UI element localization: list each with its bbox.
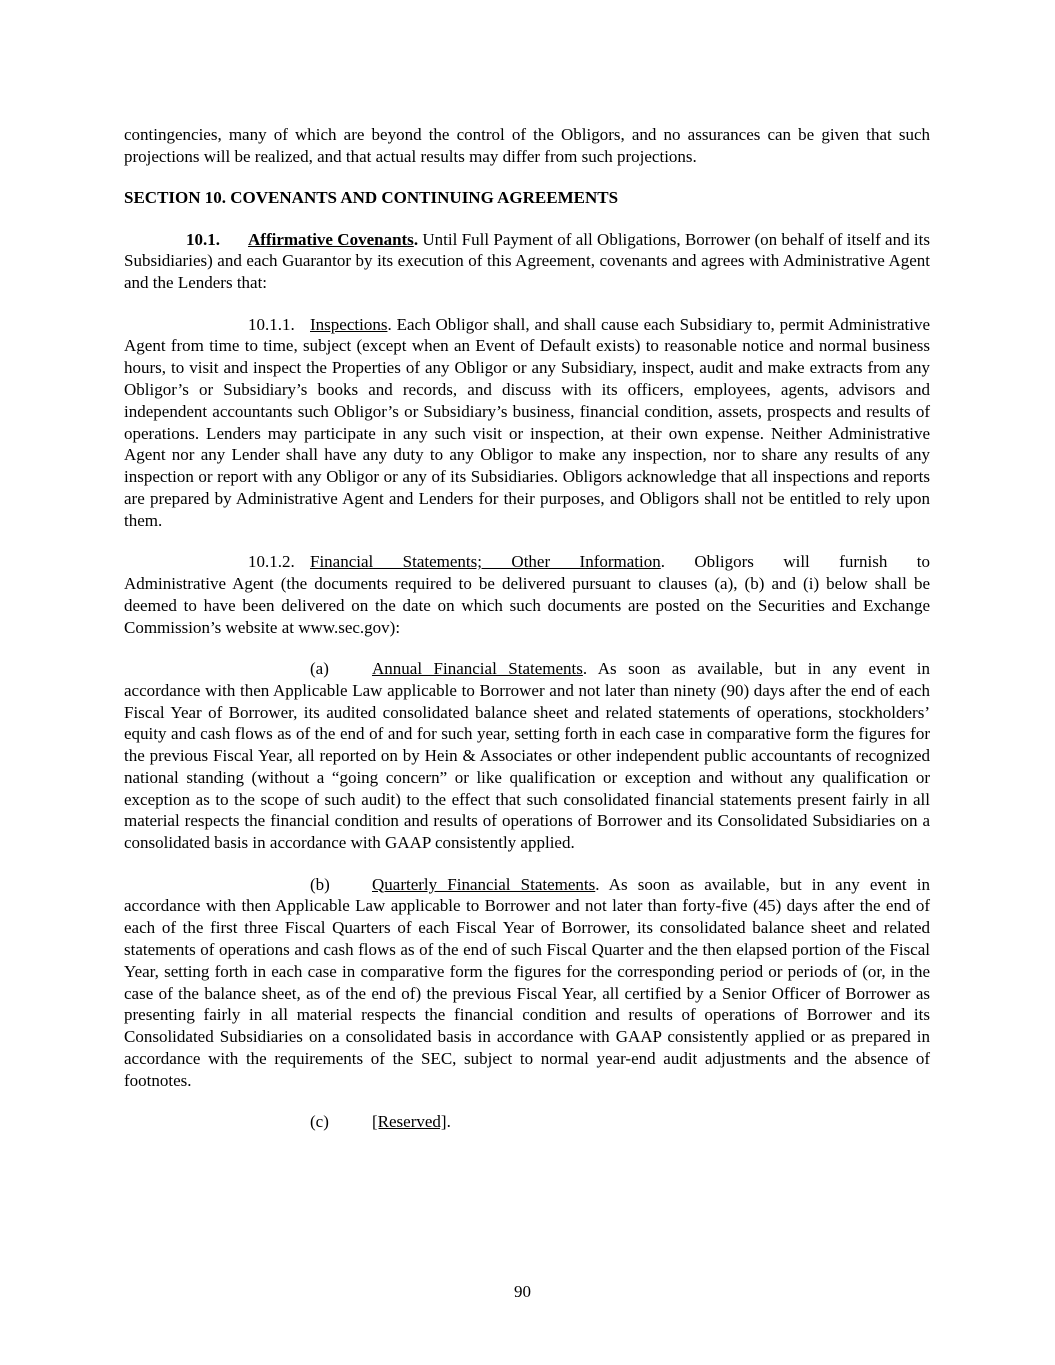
document-page [124, 124, 930, 1133]
clause-b-title: Quarterly Financial Statements [372, 874, 596, 894]
section-10-1-2-first-line-rest: . Obligors will furnish to [660, 552, 930, 572]
section-10-1-1-text: . Each Obligor shall, and shall cause each Subsidiary to, permit Administrative Agent from time to time, subject (except when an Event of Default exists) to reasonable notice and normal business hours, to visit and inspect the Properties of any Obligor or any Subsidiary, inspect, audit and make extracts from any Obligor’s or Subsidiary’s books and records, and discuss with its officers, employees, agents, advisors and independent accountants such Obligor’s or Subsidiary’s business, financial condition, assets, prospects and results of operations. Lenders may participate in any such visit or inspection, at their own expense. Neither Administrative Agent nor any Lender shall have any duty to any Obligor to make any inspection, nor to share any results of any inspection or report with any Obligor or any of its Subsidiaries. Obligors acknowledge that all inspections and reports are prepared by Administrative Agent and Lenders for their purposes, and Obligors shall not be entitled to rely upon them. [124, 314, 930, 530]
clause-c-text: . [446, 1112, 451, 1132]
section-10-1-text: Until Full Payment of all Obligations, Borrower (on behalf of itself and its Subsidiaries) and each Guarantor by its execution of this Agreement, covenants and agrees with Administrative Agent and the Lenders that: [124, 229, 930, 293]
section-10-1-2-title: Financial Statements; Other Information [310, 552, 661, 572]
clause-c-paragraph [124, 1111, 930, 1133]
clause-b-label: (b) [310, 874, 330, 894]
section-10-1-1-number: 10.1.1. [248, 314, 295, 334]
clause-a-title: Annual Financial Statements [372, 658, 583, 678]
section-10-1-number: 10.1. [186, 229, 220, 249]
section-10-1-1-paragraph [124, 314, 930, 532]
section-10-1-1-title: Inspections [310, 314, 388, 334]
section-heading: SECTION 10. COVENANTS AND CONTINUING AGREEMENTS [124, 188, 619, 208]
section-10-1-title-period: . [413, 229, 419, 249]
section-10-1-paragraph [124, 229, 930, 294]
clause-c-title: [Reserved] [372, 1112, 447, 1132]
clause-b-text: . As soon as available, but in any event in accordance with then Applicable Law applicable to Borrower and not later than forty-five (45) days after the end of each of the first three Fiscal Quarters of each Fiscal Year of Borrower, its consolidated balance sheet and related statements of operations and cash flows as of the end of such Fiscal Quarter and the then elapsed portion of the Fiscal Year, setting forth in each case in comparative form the figures for the corresponding period or periods of (or, in the case of the balance sheet, as of the end of) the previous Fiscal Year, all certified by a Senior Officer of Borrower as presenting fairly in all material respects the financial condition and results of operations of Borrower and its Consolidated Subsidiaries on a consolidated basis in accordance with GAAP consistently applied or as prepared in accordance with the requirements of the SEC, subject to normal year-end audit adjustments and the absence of footnotes. [124, 874, 930, 1090]
clause-c-label: (c) [310, 1112, 329, 1132]
clause-a-paragraph [124, 658, 930, 854]
clause-a-label: (a) [310, 658, 329, 678]
clause-a-text: . As soon as available, but in any event in accordance with then Applicable Law applicable to Borrower and not later than ninety (90) days after the end of each Fiscal Year of Borrower, its audited consolidated balance sheet and related statements of operations, stockholders’ equity and cash flows as of the end of and for such year, setting forth in each case in comparative form the figures for the previous Fiscal Year, all reported on by Hein & Associates or other independent public accountants of recognized national standing (without a “going concern” or like qualification or exception and without any qualification or exception as to the scope of such audit) to the effect that such consolidated financial statements present fairly in all material respects the financial condition and results of operations of Borrower and its Consolidated Subsidiaries on a consolidated basis in accordance with GAAP consistently applied. [124, 658, 930, 853]
section-10-1-2-text: Administrative Agent (the documents required to be delivered pursuant to clauses (a), (b) and (i) below shall be deemed to have been delivered on the date on which such documents are posted on the Securities and Exchange Commission’s website at www.sec.gov): [124, 573, 930, 637]
section-10-1-2-first-line [124, 551, 930, 573]
section-10-1-2-number: 10.1.2. [248, 552, 295, 572]
intro-paragraph: contingencies, many of which are beyond the control of the Obligors, and no assurances can be given that such projections will be realized, and that actual results may differ from such projections. [124, 125, 930, 166]
section-10-1-title: Affirmative Covenants [248, 229, 414, 249]
page-number: 90 [514, 1282, 531, 1301]
clause-b-paragraph [124, 874, 930, 1092]
